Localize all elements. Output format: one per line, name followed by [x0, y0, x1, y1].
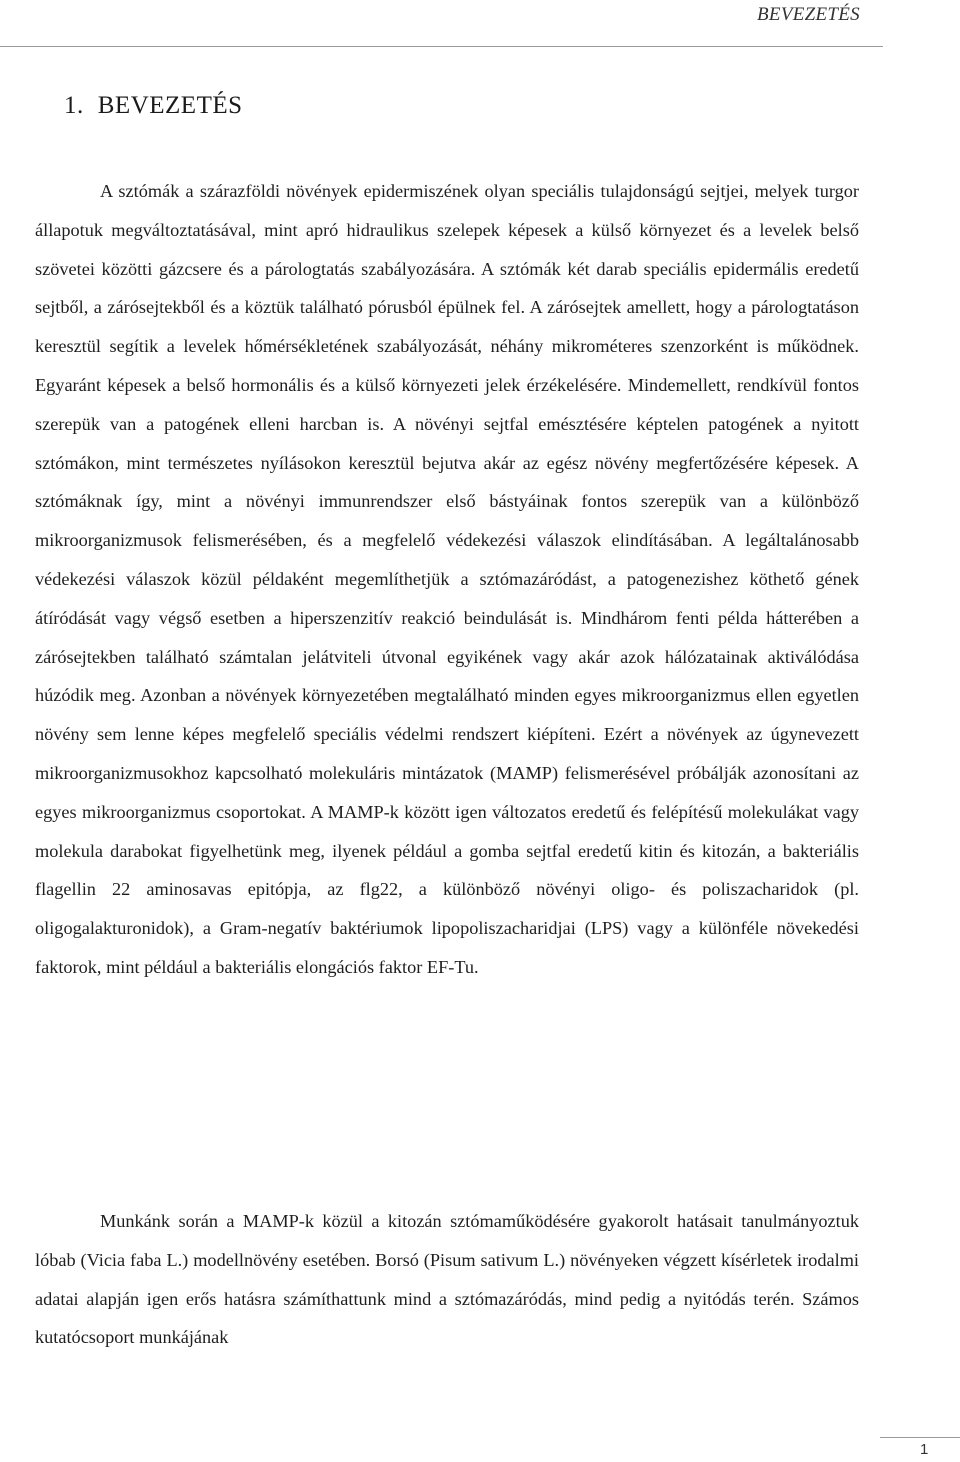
chapter-heading	[64, 92, 243, 120]
header-rule	[0, 46, 883, 47]
page-number: 1	[920, 1441, 929, 1458]
paragraph-intro: A sztómák a szárazföldi növények epidermiszének olyan speciális tulajdonságú sejtjei, melyek turgor állapotuk megváltoztatásával, mint apró hidraulikus szelepek képesek a külső környezet és a levelek belső szövetei közötti gázcsere és a párologtatás szabályozására. A sztómák két darab speciális epidermális eredetű sejtből, a zárósejtekből és a köztük található pórusból épülnek fel. A zárósejtek amellett, hogy a párologtatáson keresztül segítik a levelek hőmérsékletének szabályozását, néhány mikrométeres szenzorként is működnek. Egyaránt képesek a belső hormonális és a külső környezeti jelek érzékelésére. Mindemellett, rendkívül fontos szerepük van a patogének elleni harcban is. A növényi sejtfal emésztésére képtelen patogének a nyitott sztómákon, mint természetes nyílásokon keresztül bejutva akár az egész növény megfertőzésére képesek. A sztómáknak így, mint a növényi immunrendszer első bástyáinak fontos szerepük van a különböző mikroorganizmusok felismerésében, és a megfelelő védekezési válaszok elindításában. A legáltalánosabb védekezési válaszok közül példaként megemlíthetjük a sztómazáródást, a patogenezishez köthető gének átíródását vagy végső esetben a hiperszenzitív reakció beindulását is. Mindhárom fenti példa hátterében a zárósejtekben található számtalan jelátviteli útvonal egyikének vagy akár azok hálózatainak aktiválódása húzódik meg. Azonban a növények környezetében megtalálható minden egyes mikroorganizmus ellen egyetlen növény sem lenne képes megfelelő speciális védelmi rendszert kiépíteni. Ezért a növények az úgynevezett mikroorganizmusokhoz kapcsolható molekuláris mintázatok (MAMP) felismerésével próbálják azonosítani az egyes mikroorganizmus csoportokat. A MAMP-k között igen változatos eredetű és felépítésű molekulákat vagy molekula darabokat figyelhetünk meg, ilyenek például a gomba sejtfal eredetű kitin és kitozán, a bakteriális flagellin 22 aminosavas epitópja, az flg22, a különböző növényi oligo- és poliszacharidok (pl. oligogalakturonidok), a Gram-negatív baktériumok lipopoliszacharidjai (LPS) vagy a különféle növekedési faktorok, mint például a bakteriális elongációs faktor EF-Tu.	[35, 181, 859, 977]
chapter-number: 1.	[64, 92, 84, 119]
chapter-title: BEVEZETÉS	[97, 92, 243, 119]
running-header: BEVEZETÉS	[757, 4, 860, 25]
paragraph-work: Munkánk során a MAMP-k közül a kitozán sztómaműködésére gyakorolt hatásait tanulmányoztuk lóbab (Vicia faba L.) modellnövény esetében. Borsó (Pisum sativum L.) növényeken végzett kísérletek irodalmi adatai alapján igen erős hatásra számíthattunk mind a sztómazáródás, mind pedig a nyitódás terén. Számos kutatócsoport munkájának	[35, 1211, 859, 1348]
footer-rule	[880, 1437, 960, 1438]
